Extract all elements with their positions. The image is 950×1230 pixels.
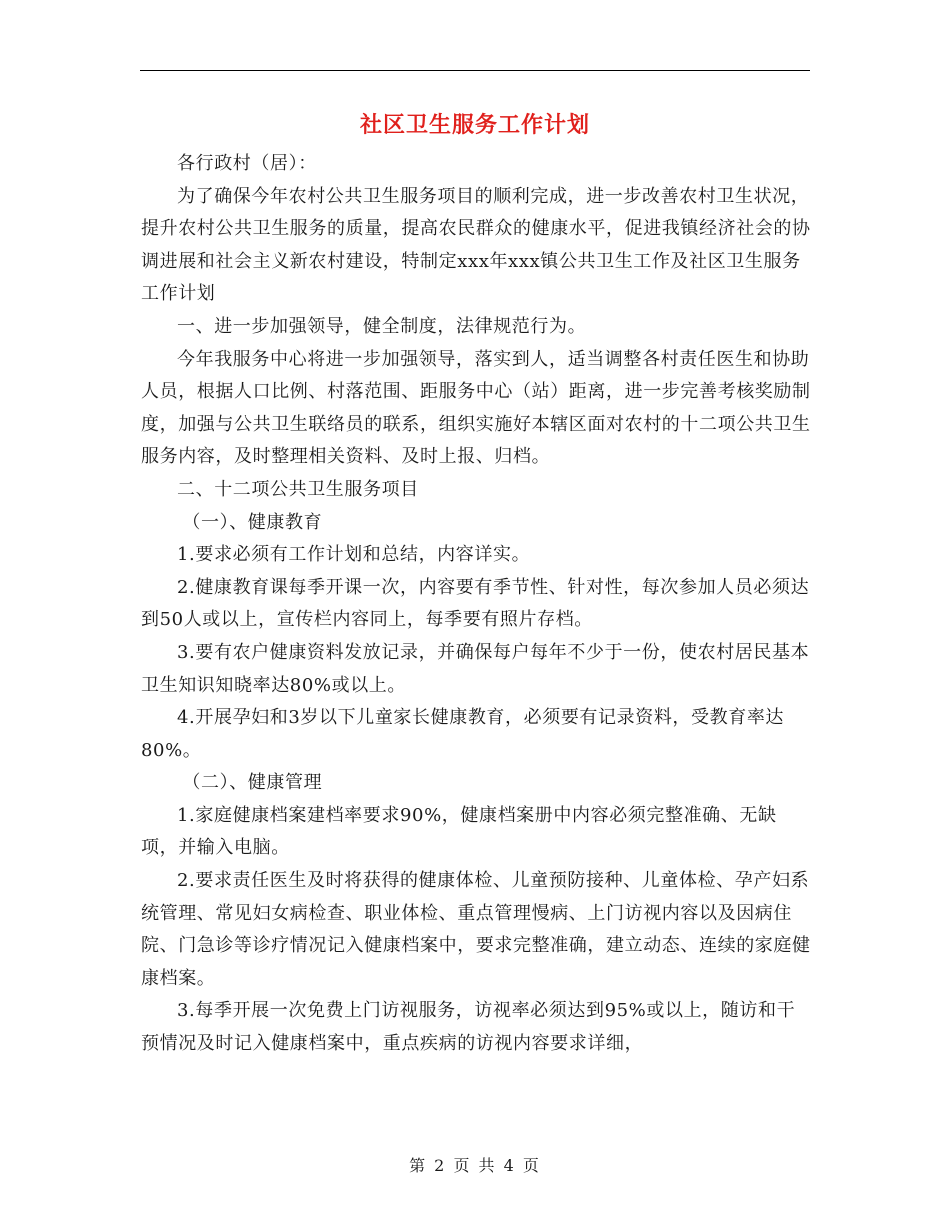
section-1-paragraph: 今年我服务中心将进一步加强领导，落实到人，适当调整各村责任医生和协助人员，根据人口比例、村落范围、距服务中心（站）距离，进一步完善考核奖励制度，加强与公共卫生联络员的联系，组织实施好本辖区面对农村的十二项公共卫生服务内容，及时整理相关资料、及时上报、归档。 <box>141 348 811 468</box>
list-item: 1.家庭健康档案建档率要求90%，健康档案册中内容必须完整准确、无缺项，并输入电脑。 <box>141 804 777 859</box>
header-rule <box>140 70 810 71</box>
document-body <box>141 148 811 1061</box>
subsection-heading-health-management: （二）、健康管理 <box>182 772 323 794</box>
document-title: 社区卫生服务工作计划 <box>359 112 590 138</box>
salutation: 各行政村（居）： <box>177 153 317 174</box>
section-heading-2: 二、十二项公共卫生服务项目 <box>177 478 419 500</box>
list-item: 2.健康教育课每季开课一次，内容要有季节性、针对性，每次参加人员必须达到50人或以上，宣传栏内容同上，每季要有照片存档。 <box>141 576 810 631</box>
list-item: 3.每季开展一次免费上门访视服务，访视率必须达到95%或以上，随访和干预情况及时记入健康档案中，重点疾病的访视内容要求详细， <box>141 1000 796 1055</box>
page-number: 第 2 页 共 4 页 <box>409 1156 541 1175</box>
subsection-heading-health-education: （一）、健康教育 <box>182 511 323 533</box>
intro-paragraph: 为了确保今年农村公共卫生服务项目的顺利完成，进一步改善农村卫生状况，提升农村公共卫生服务的质量，提高农民群众的健康水平，促进我镇经济社会的协调进展和社会主义新农村建设，特制定xxx年xxx镇公共卫生工作及社区卫生服务工作计划 <box>141 185 811 305</box>
section-heading-1: 一、进一步加强领导，健全制度，法律规范行为。 <box>177 315 587 337</box>
list-item: 4.开展孕妇和3岁以下儿童家长健康教育，必须要有记录资料，受教育率达80%。 <box>141 707 785 761</box>
list-item: 1.要求必须有工作计划和总结，内容详实。 <box>177 544 531 566</box>
list-item: 3.要有农户健康资料发放记录，并确保每户每年不少于一份，使农村居民基本卫生知识知晓率达80%或以上。 <box>141 641 810 696</box>
list-item: 2.要求责任医生及时将获得的健康体检、儿童预防接种、儿童体检、孕产妇系统管理、常见妇女病检查、职业体检、重点管理慢病、上门访视内容以及因病住院、门急诊等诊疗情况记入健康档案中，要求完整准确，建立动态、连续的家庭健康档案。 <box>141 870 811 989</box>
